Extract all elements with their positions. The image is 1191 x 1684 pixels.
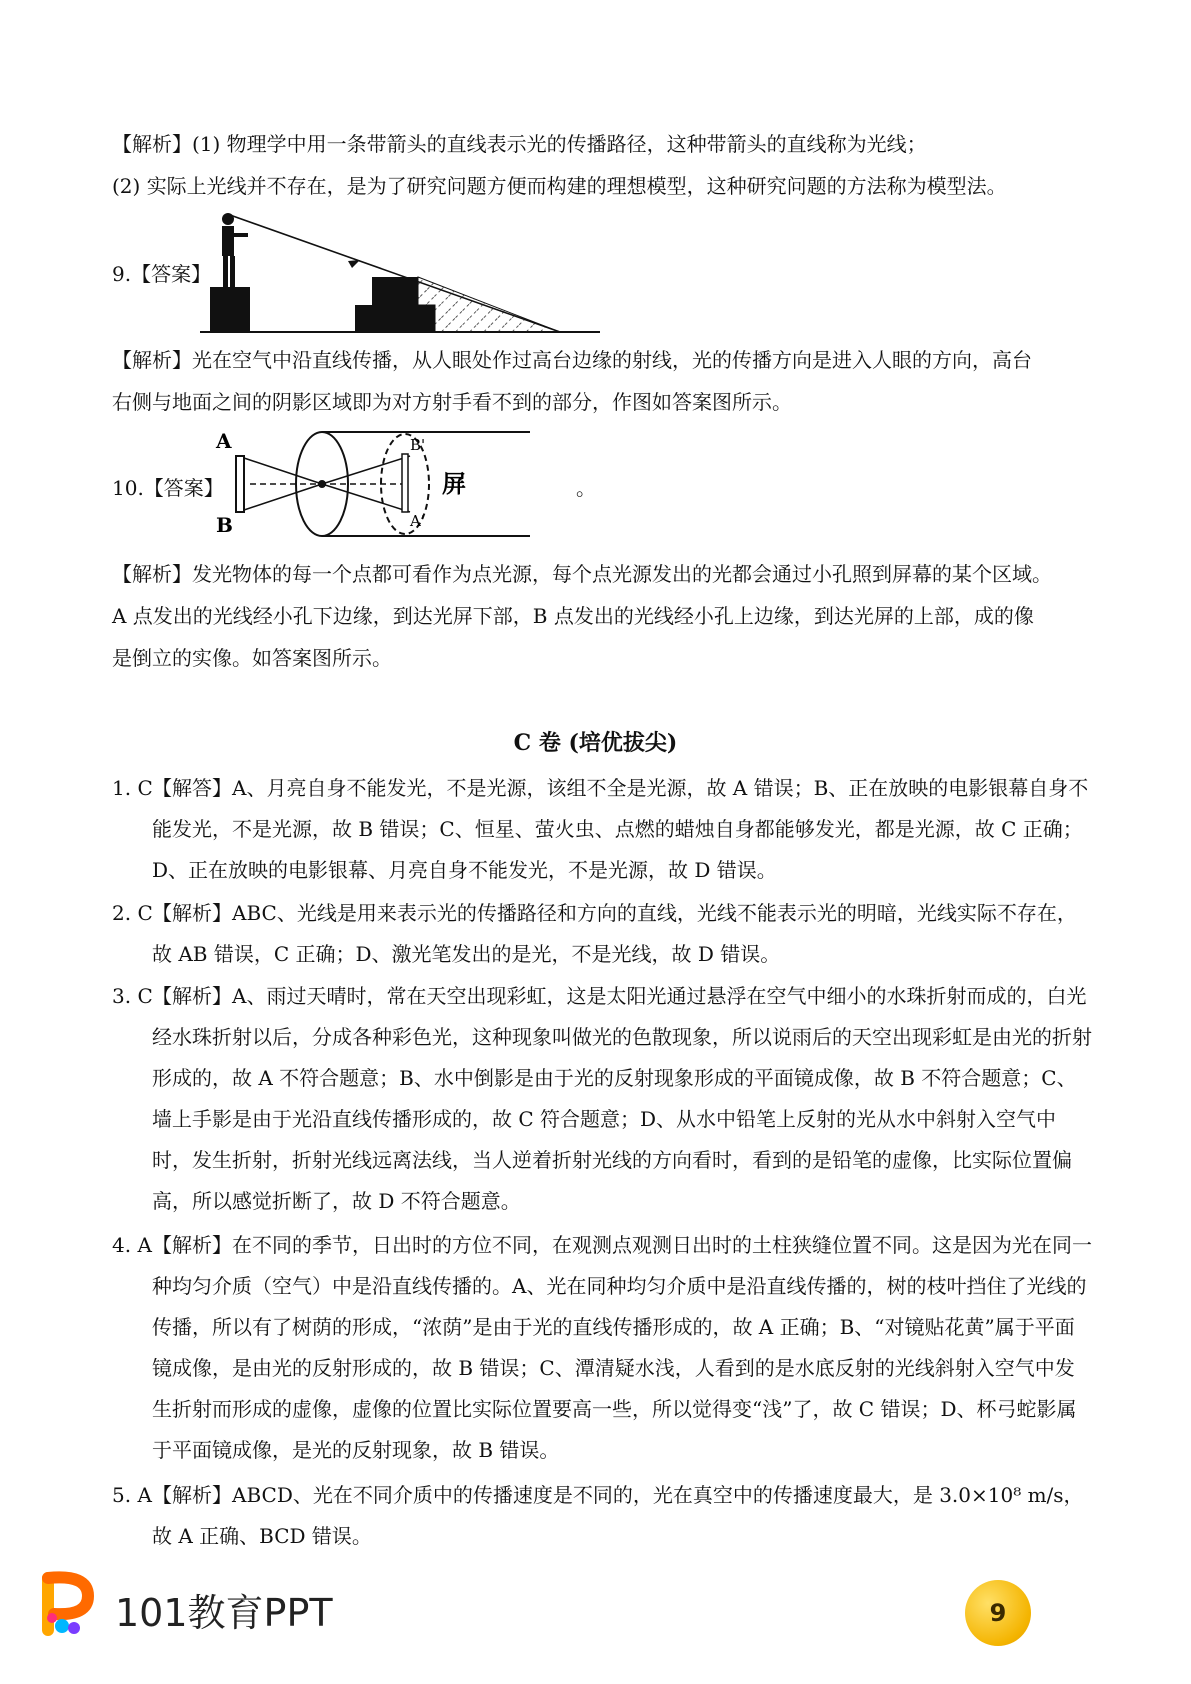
- q10-answer-label: 10.【答案】: [112, 476, 224, 500]
- q10-analysis-line-3: 是倒立的实像。如答案图所示。: [112, 646, 392, 670]
- logo-icon: [40, 1568, 110, 1638]
- item-number: 4. A: [112, 1233, 152, 1257]
- logo-text: 101教育PPT: [115, 1591, 333, 1635]
- label-screen: 屏: [442, 469, 466, 498]
- q10-analysis-line-2: A 点发出的光线经小孔下边缘，到达光屏下部，B 点发出的光线经小孔上边缘，到达光屏的上部，成的像: [112, 604, 1034, 628]
- q9-diagram: [200, 205, 610, 340]
- page-number: 9: [965, 1580, 1031, 1646]
- label-a-prime: A': [410, 512, 425, 530]
- item-text: 【解答】A、月亮自身不能发光，不是光源，该组不全是光源，故 A 错误；B、正在放映的电影银幕自身不能发光，不是光源，故 B 错误；C、恒星、萤火虫、点燃的蜡烛自身都能够发光，都是光源，故 C 正确；D、正在放映的电影银幕、月亮自身不能发光，不是光源，故 D 错误。: [152, 776, 1089, 882]
- analysis-line-1: 【解析】(1) 物理学中用一条带箭头的直线表示光的传播路径，这种带箭头的直线称为光线；: [112, 132, 927, 156]
- q10-end-dot: 。: [576, 476, 596, 500]
- label-b: B: [216, 513, 233, 537]
- q9-analysis-line-1: 【解析】光在空气中沿直线传播，从人眼处作过高台边缘的射线，光的传播方向是进入人眼的方向，高台: [112, 348, 1032, 372]
- shooter-figure: [222, 213, 248, 287]
- item-number: 5. A: [112, 1483, 152, 1507]
- item-text: 【解析】在不同的季节，日出时的方位不同，在观测点观测日出时的土柱狭缝位置不同。这是因为光在同一种均匀介质（空气）中是沿直线传播的。A、光在同种均匀介质中是沿直线传播的，树的枝叶挡住了光线的传播，所以有了树荫的形成，“浓荫”是由于光的直线传播形成的，故 A 正确；B、“对镜贴花黄”属于平面镜成像，是由光的反射形成的，故 B 错误；C、潭清疑水浅，人看到的是水底反射的光线斜射入空气中发生折射而形成的虚像，虚像的位置比实际位置要高一些，所以觉得变“浅”了，故 C 错误；D、杯弓蛇影属于平面镜成像，是光的反射现象，故 B 错误。: [152, 1233, 1092, 1462]
- item-text: 【解析】A、雨过天晴时，常在天空出现彩虹，这是太阳光通过悬浮在空气中细小的水珠折射而成的，白光经水珠折射以后，分成各种彩色光，这种现象叫做光的色散现象，所以说雨后的天空出现彩虹是由光的折射形成的，故 A 不符合题意；B、水中倒影是由于光的反射现象形成的平面镜成像，故 B 不符合题意；C、墙上手影是由于光沿直线传播形成的，故 C 符合题意；D、从水中铅笔上反射的光从水中斜射入空气中时，发生折射，折射光线远离法线，当人逆着折射光线的方向看时，看到的是铅笔的虚像，比实际位置偏高，所以感觉折断了，故 D 不符合题意。: [152, 984, 1092, 1213]
- q9-answer-label: 9.【答案】: [112, 262, 212, 286]
- list-item: [112, 976, 1092, 1222]
- q10-diagram: [210, 428, 550, 540]
- label-b-prime: B': [410, 436, 426, 454]
- q9-analysis-line-2: 右侧与地面之间的阴影区域即为对方射手看不到的部分，作图如答案图所示。: [112, 390, 792, 414]
- section-title: C 卷 (培优拔尖): [513, 730, 678, 756]
- analysis-line-2: (2) 实际上光线并不存在，是为了研究问题方便而构建的理想模型，这种研究问题的方法称为模型法。: [112, 174, 1007, 198]
- item-text: 【解析】ABC、光线是用来表示光的传播路径和方向的直线，光线不能表示光的明暗，光线实际不存在，故 AB 错误，C 正确；D、激光笔发出的是光，不是光线，故 D 错误。: [152, 901, 1077, 966]
- list-item: [112, 1225, 1092, 1471]
- label-a: A: [216, 429, 232, 453]
- item-number: 1. C: [112, 776, 153, 800]
- item-number: 2. C: [112, 901, 153, 925]
- footer-logo: [40, 1568, 340, 1638]
- q10-analysis-line-1: 【解析】发光物体的每一个点都可看作为点光源，每个点光源发出的光都会通过小孔照到屏幕的某个区域。: [112, 562, 1052, 586]
- item-number: 3. C: [112, 984, 153, 1008]
- list-item: [112, 893, 1092, 975]
- list-item: [112, 1475, 1092, 1557]
- item-text: 【解析】ABCD、光在不同介质中的传播速度是不同的，光在真空中的传播速度最大，是 3.0×10⁸ m/s，故 A 正确、BCD 错误。: [152, 1483, 1084, 1548]
- list-item: [112, 768, 1092, 891]
